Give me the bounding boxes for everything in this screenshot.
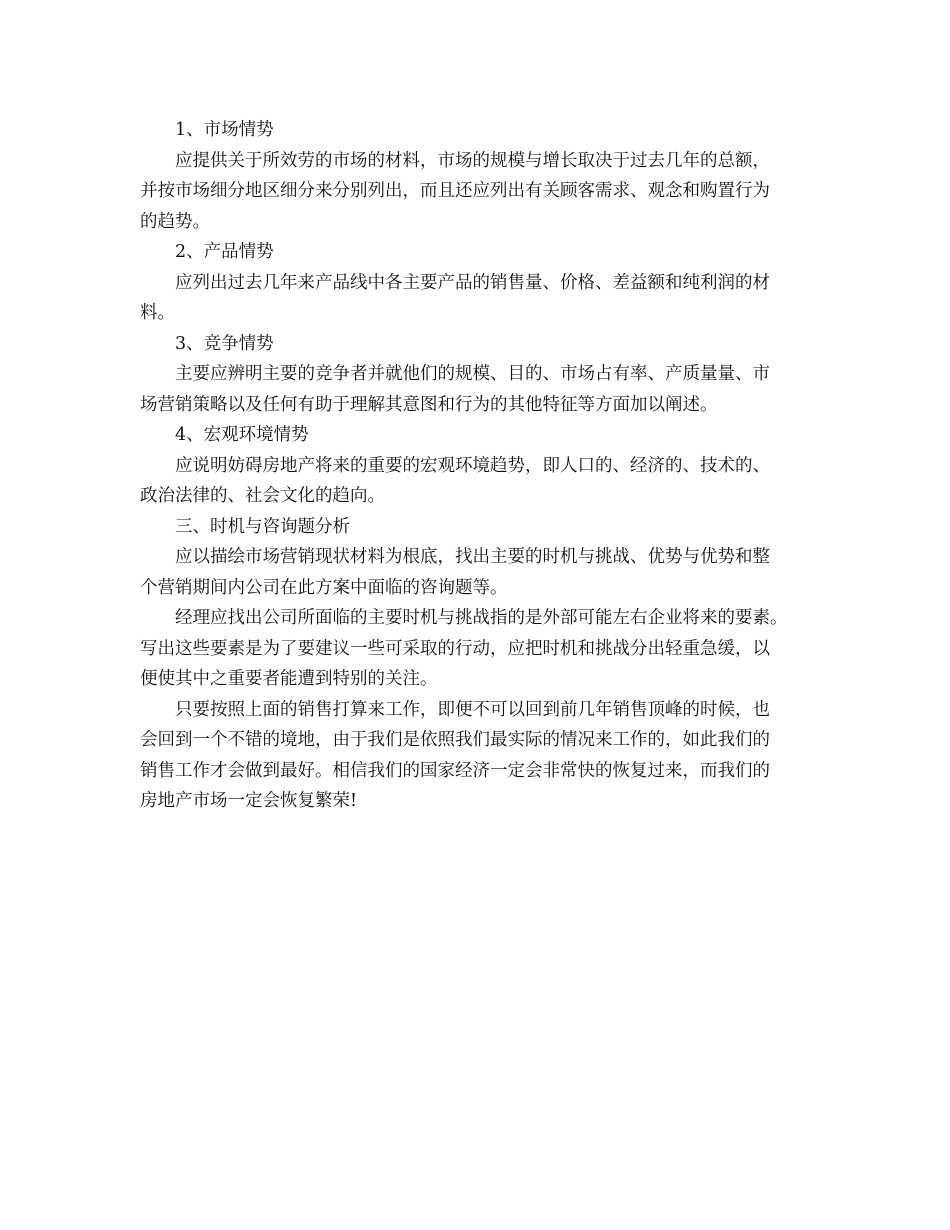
text-line: 政治法律的、社会文化的趋向。	[140, 486, 385, 506]
paragraph-manager	[140, 603, 816, 695]
section-heading-opportunity	[140, 512, 816, 543]
text-line: 主要应辨明主要的竞争者并就他们的规模、目的、市场占有率、产质量量、市	[175, 364, 770, 384]
paragraph-conclusion	[140, 695, 816, 817]
paragraph-product	[140, 268, 816, 329]
section-heading-competition	[140, 329, 816, 360]
text-line: 并按市场细分地区细分来分别列出，而且还应列出有关顾客需求、观念和购置行为	[140, 181, 770, 201]
text-line: 只要按照上面的销售打算来工作，即便不可以回到前几年销售顶峰的时候，也	[175, 699, 770, 720]
text-line: 三、时机与咨询题分析	[175, 516, 350, 537]
text-line: 场营销策略以及任何有助于理解其意图和行为的其他特征等方面加以阐述。	[140, 394, 718, 415]
text-line: 应提供关于所效劳的市场的材料，市场的规模与增长取决于过去几年的总额，	[175, 150, 770, 171]
text-line: 销售工作才会做到最好。相信我们的国家经济一定会非常快的恢复过来，而我们的	[140, 760, 770, 781]
text-line: 2、产品情势	[175, 242, 274, 262]
text-line: 会回到一个不错的境地，由于我们是依照我们最实际的情况来工作的，如此我们的	[140, 730, 770, 750]
section-heading-macro	[140, 420, 816, 451]
section-heading-product	[140, 237, 816, 268]
paragraph-market	[140, 146, 816, 238]
document-page	[140, 115, 816, 817]
paragraph-macro	[140, 451, 816, 512]
text-line: 房地产市场一定会恢复繁荣!	[140, 791, 358, 811]
text-line: 写出这些要素是为了要建议一些可采取的行动，应把时机和挑战分出轻重急缓，以	[140, 638, 770, 659]
paragraph-opportunity	[140, 542, 816, 603]
text-line: 4、宏观环境情势	[175, 425, 309, 445]
paragraph-competition	[140, 359, 816, 420]
text-line: 1、市场情势	[175, 120, 274, 140]
text-line: 的趋势。	[140, 211, 210, 232]
text-line: 应以描绘市场营销现状材料为根底，找出主要的时机与挑战、优势与优势和整	[175, 547, 770, 567]
text-line: 个营销期间内公司在此方案中面临的咨询题等。	[140, 577, 508, 598]
text-line: 3、竞争情势	[175, 333, 274, 354]
text-line: 便使其中之重要者能遭到特别的关注。	[140, 669, 438, 689]
text-line: 料。	[140, 303, 175, 323]
text-line: 应列出过去几年来产品线中各主要产品的销售量、价格、差益额和纯利润的材	[175, 272, 770, 293]
text-line: 应说明妨碍房地产将来的重要的宏观环境趋势，即人口的、经济的、技术的、	[175, 455, 770, 476]
section-heading-market	[140, 115, 816, 146]
text-line: 经理应找出公司所面临的主要时机与挑战指的是外部可能左右企业将来的要素。	[175, 608, 788, 628]
